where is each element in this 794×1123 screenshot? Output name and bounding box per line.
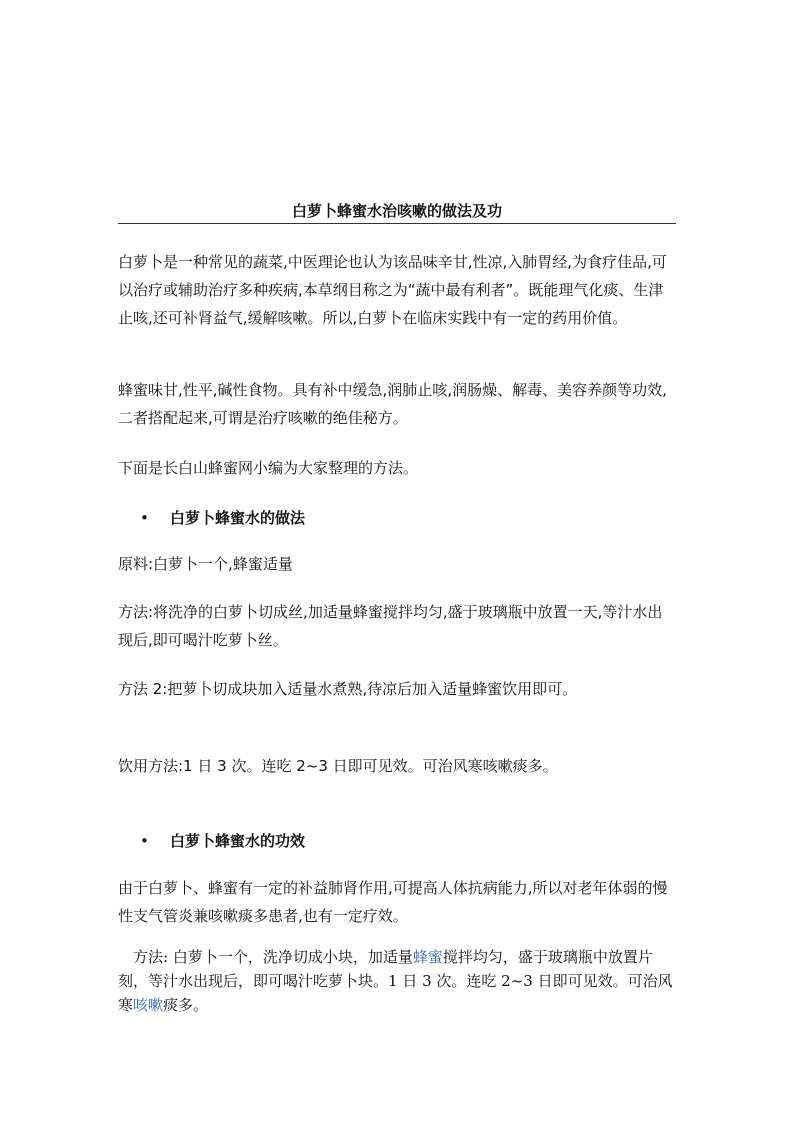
honey-paragraph: 蜂蜜味甘,性平,碱性食物。具有补中缓急,润肺止咳,润肠燥、解毒、美容养颜等功效,二者搭配起来,可谓是治疗咳嗽的绝佳秘方。 xyxy=(118,381,667,427)
bullet-icon: • xyxy=(140,509,149,527)
intro-paragraph: 白萝卜是一种常见的蔬菜,中医理论也认为该品味辛甘,性凉,入肺胃经,为食疗佳品,可以治疗或辅助治疗多种疾病,本草纲目称之为“蔬中最有利者”。既能理气化痰、生津止咳,还可补肾益气,缓解咳嗽。所以,白萝卜在临床实践中有一定的药用价值。 xyxy=(118,253,667,327)
source-paragraph: 下面是长白山蜂蜜网小编为大家整理的方法。 xyxy=(118,459,419,477)
final-method-paragraph xyxy=(118,945,676,1017)
honey-link[interactable]: 蜂蜜 xyxy=(412,948,443,966)
final-method-text-3: 痰多。 xyxy=(163,996,209,1014)
usage-line: 饮用方法:1 日 3 次。连吃 2~3 日即可见效。可治风寒咳嗽痰多。 xyxy=(118,757,558,775)
method-one-paragraph: 方法:将洗净的白萝卜切成丝,加适量蜂蜜搅拌均匀,盛于玻璃瓶中放置一天,等汁水出现后,即可喝汁吃萝卜丝。 xyxy=(118,603,663,649)
final-method-text-1: 方法: 白萝卜一个，洗净切成小块，加适量 xyxy=(133,948,413,966)
cough-link[interactable]: 咳嗽 xyxy=(133,996,164,1014)
document-title: 白萝卜蜂蜜水治咳嗽的做法及功 xyxy=(291,202,502,220)
final-method-text-2: 搅拌均匀，盛于玻璃瓶中放置片刻，等汁水出现后，即可喝汁吃萝卜块。1 日 3 次。连吃 2~3 日即可见效。可治风寒 xyxy=(118,948,673,1014)
bullet-icon: • xyxy=(140,832,149,850)
method-two-paragraph: 方法 2:把萝卜切成块加入适量水煮熟,待凉后加入适量蜂蜜饮用即可。 xyxy=(118,680,578,698)
section-heading-effect xyxy=(140,827,660,855)
effect-paragraph: 由于白萝卜、蜂蜜有一定的补益肺肾作用,可提高人体抗病能力,所以对老年体弱的慢性支气管炎兼咳嗽痰多患者,也有一定疗效。 xyxy=(118,879,668,925)
section-heading-recipe xyxy=(140,504,660,532)
ingredients-line: 原料:白萝卜一个,蜂蜜适量 xyxy=(118,555,293,573)
section-heading-effect-text: 白萝卜蜂蜜水的功效 xyxy=(170,832,306,850)
section-heading-recipe-text: 白萝卜蜂蜜水的做法 xyxy=(170,509,306,527)
title-underline xyxy=(118,223,676,224)
